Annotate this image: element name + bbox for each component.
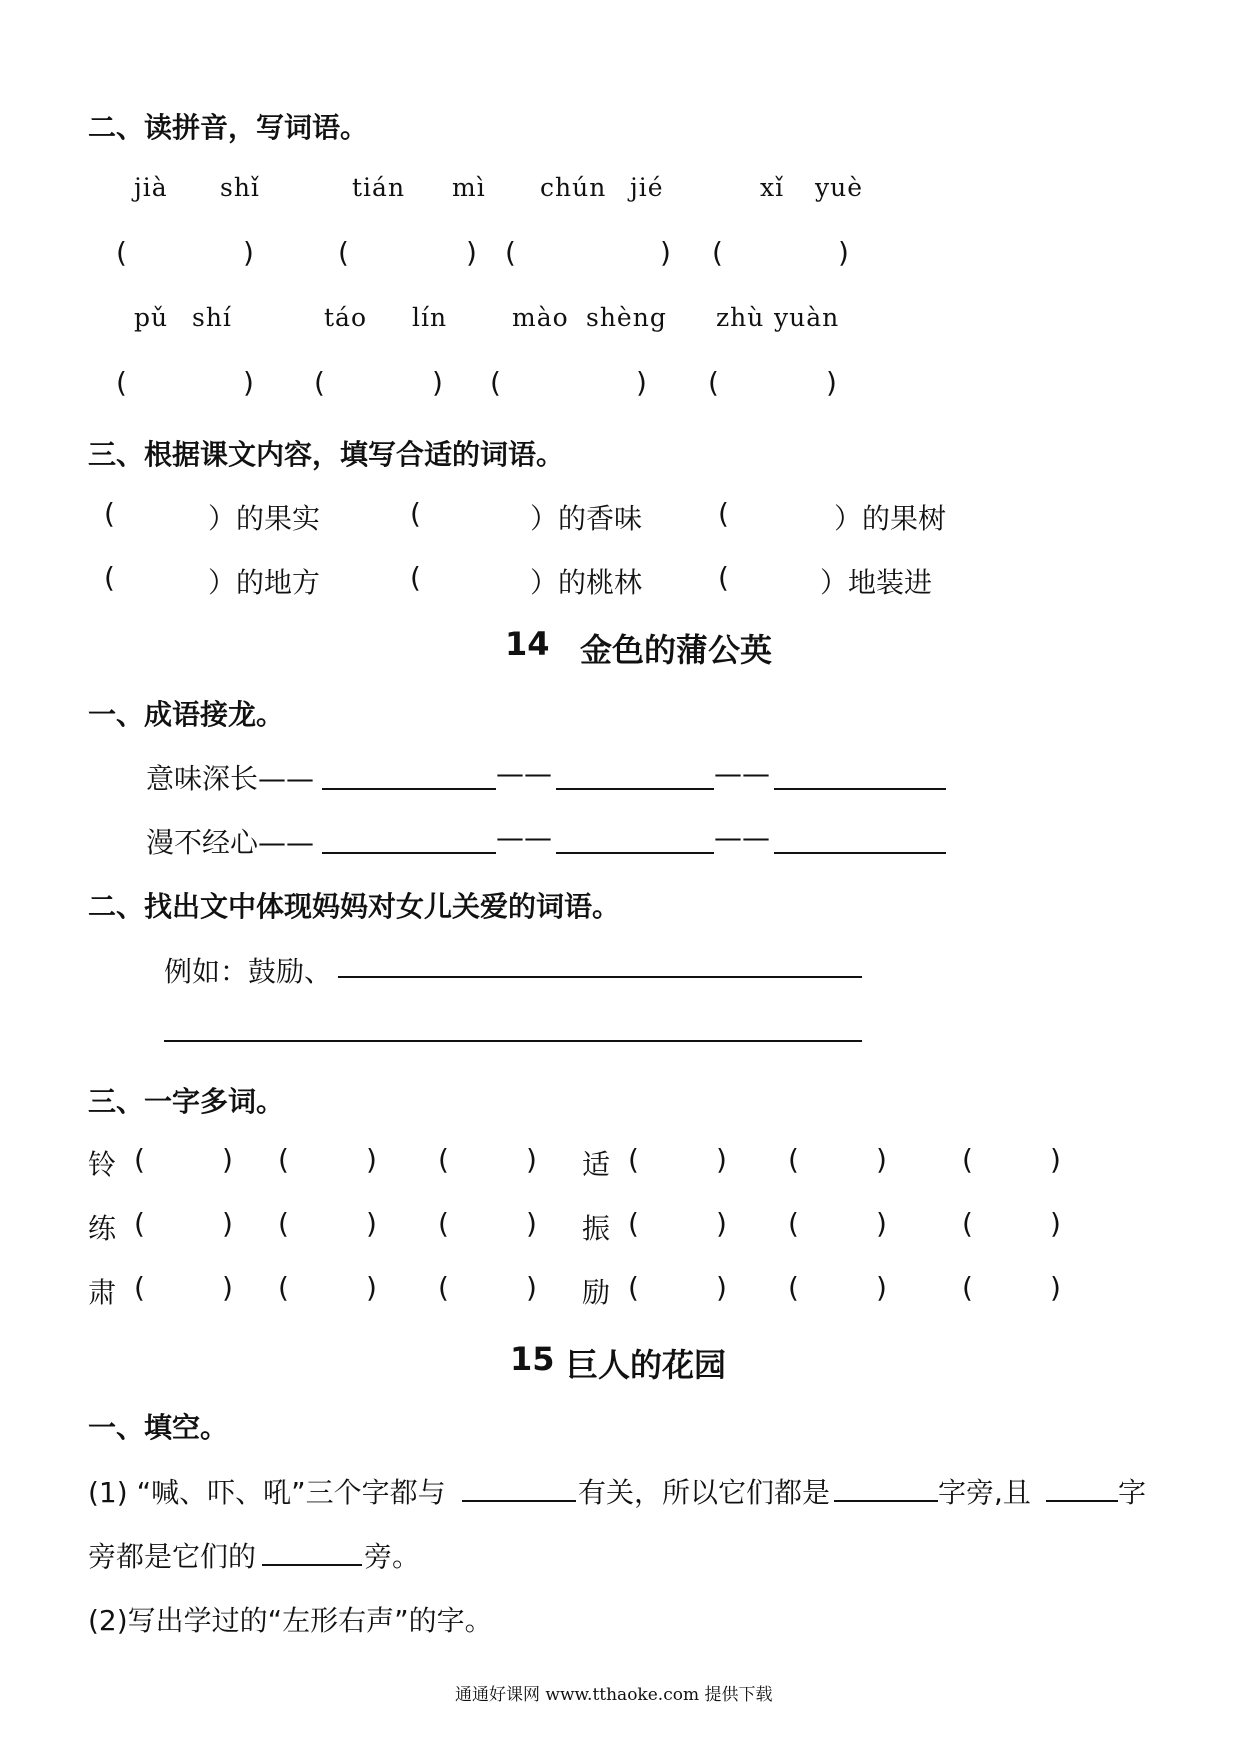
section-heading-mother-love: 二、找出文中体现妈妈对女儿关爱的词语。 <box>88 890 621 923</box>
answer-blank[interactable]: ( <box>278 1207 289 1240</box>
answer-blank[interactable]: ( <box>116 366 127 399</box>
question-text: (1) “喊、吓、吼”三个字都与 <box>88 1476 446 1509</box>
section-heading-read-pinyin: 二、读拼音，写词语。 <box>88 111 369 144</box>
target-char: 励 <box>582 1276 611 1309</box>
pinyin: jià <box>134 173 168 202</box>
answer-blank[interactable]: ( <box>134 1271 145 1304</box>
pinyin: jié <box>630 173 664 202</box>
answer-line[interactable] <box>462 1500 576 1502</box>
answer-blank[interactable]: ( <box>278 1143 289 1176</box>
pinyin: tián <box>352 173 406 202</box>
dash: —— <box>496 757 552 790</box>
answer-blank[interactable]: ( <box>314 366 325 399</box>
section-heading-fill-blanks: 一、填空。 <box>88 1411 229 1444</box>
question-2: (2)写出学过的“左形右声”的字。 <box>88 1604 493 1637</box>
fill-phrase: ）地装进 <box>820 566 933 599</box>
answer-blank[interactable]: ( <box>505 236 516 269</box>
answer-blank[interactable]: ( <box>708 366 719 399</box>
answer-blank[interactable]: ( <box>438 1207 449 1240</box>
answer-line[interactable] <box>164 1040 862 1042</box>
pinyin: xǐ <box>760 173 785 202</box>
lesson-title: 巨人的花园 <box>566 1346 727 1384</box>
answer-line[interactable] <box>556 788 714 790</box>
answer-blank[interactable]: ( <box>788 1271 799 1304</box>
fill-phrase: ）的地方 <box>208 566 321 599</box>
pinyin: mào <box>512 303 569 332</box>
answer-line[interactable] <box>774 852 946 854</box>
answer-blank[interactable]: ( <box>628 1207 639 1240</box>
dash: —— <box>714 821 770 854</box>
pinyin: yuàn <box>774 303 840 332</box>
answer-blank[interactable]: ( <box>788 1143 799 1176</box>
fill-phrase: ）的香味 <box>530 502 643 535</box>
answer-line[interactable] <box>322 788 496 790</box>
answer-blank[interactable]: ( <box>962 1271 973 1304</box>
answer-blank[interactable]: ( <box>438 1271 449 1304</box>
footer-text: 通通好课网 www.tthaoke.com 提供下载 <box>455 1685 773 1705</box>
target-char: 适 <box>582 1148 611 1181</box>
section-heading-one-char-many-words: 三、一字多词。 <box>88 1085 285 1118</box>
answer-line[interactable] <box>262 1564 362 1566</box>
answer-blank[interactable]: ( <box>410 561 421 594</box>
pinyin: táo <box>324 303 368 332</box>
fill-phrase: ）的桃林 <box>530 566 643 599</box>
pinyin: mì <box>452 173 486 202</box>
answer-blank[interactable]: ( <box>116 236 127 269</box>
target-char: 肃 <box>88 1276 117 1309</box>
question-text: 旁都是它们的 <box>88 1540 257 1573</box>
pinyin: shǐ <box>220 173 260 202</box>
pinyin: shèng <box>586 303 667 332</box>
answer-line[interactable] <box>338 976 862 978</box>
answer-blank[interactable]: ( <box>788 1207 799 1240</box>
pinyin: chún <box>540 173 607 202</box>
target-char: 振 <box>582 1212 611 1245</box>
lesson-title: 金色的蒲公英 <box>580 631 773 669</box>
answer-line[interactable] <box>556 852 714 854</box>
question-text: 旁。 <box>364 1540 421 1573</box>
answer-blank[interactable]: ( <box>104 497 115 530</box>
answer-blank[interactable]: ( <box>410 497 421 530</box>
answer-blank[interactable]: ( <box>104 561 115 594</box>
answer-line[interactable] <box>1046 1500 1118 1502</box>
answer-line[interactable] <box>834 1500 938 1502</box>
answer-blank[interactable]: ( <box>628 1143 639 1176</box>
question-text: 字旁,且 <box>938 1476 1031 1509</box>
answer-line[interactable] <box>774 788 946 790</box>
pinyin: lín <box>412 303 448 332</box>
example-text: 例如：鼓励、 <box>164 955 333 988</box>
idiom-start: 意味深长—— <box>146 762 315 795</box>
idiom-start: 漫不经心—— <box>146 826 315 859</box>
fill-phrase: ）的果实 <box>208 502 321 535</box>
pinyin: shí <box>192 303 232 332</box>
target-char: 铃 <box>88 1148 117 1181</box>
answer-blank[interactable]: ( <box>134 1207 145 1240</box>
answer-blank[interactable]: ( <box>490 366 501 399</box>
answer-blank[interactable]: ( <box>718 497 729 530</box>
answer-blank[interactable]: ( <box>338 236 349 269</box>
pinyin: yuè <box>815 173 864 202</box>
dash: —— <box>496 821 552 854</box>
answer-blank[interactable]: ( <box>628 1271 639 1304</box>
answer-blank[interactable]: ( <box>438 1143 449 1176</box>
answer-blank[interactable]: ( <box>278 1271 289 1304</box>
answer-blank[interactable]: ( <box>962 1143 973 1176</box>
question-text: 有关，所以它们都是 <box>578 1476 831 1509</box>
lesson-number: 14 <box>505 625 550 663</box>
answer-blank[interactable]: ( <box>718 561 729 594</box>
pinyin: zhù <box>716 303 765 332</box>
answer-blank[interactable]: ( <box>962 1207 973 1240</box>
section-heading-fill-words: 三、根据课文内容，填写合适的词语。 <box>88 438 565 471</box>
lesson-number: 15 <box>510 1340 555 1378</box>
answer-blank[interactable]: ( <box>712 236 723 269</box>
dash: —— <box>714 757 770 790</box>
pinyin: pǔ <box>134 303 169 332</box>
answer-line[interactable] <box>322 852 496 854</box>
answer-blank[interactable]: ( <box>134 1143 145 1176</box>
question-text: 字 <box>1118 1476 1147 1509</box>
section-heading-idiom-chain: 一、成语接龙。 <box>88 698 285 731</box>
fill-phrase: ）的果树 <box>834 502 947 535</box>
target-char: 练 <box>88 1212 117 1245</box>
